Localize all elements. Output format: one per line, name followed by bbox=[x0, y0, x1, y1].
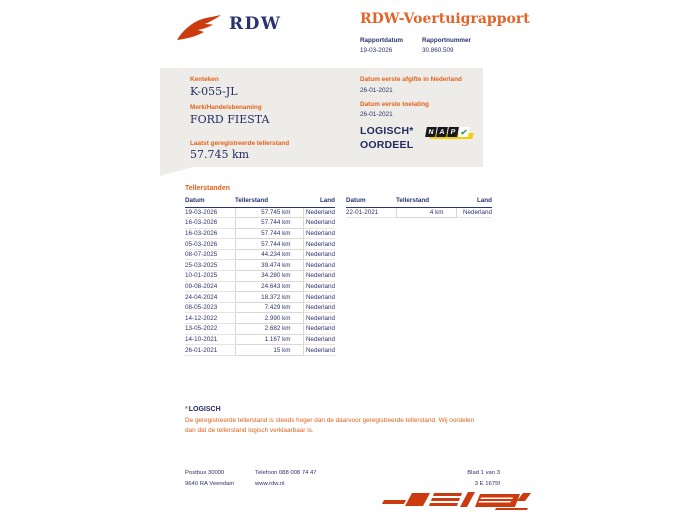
date-cell: 16-03-2026 bbox=[185, 228, 235, 239]
date-cell: 24-04-2024 bbox=[185, 292, 235, 303]
vehicle-summary-panel bbox=[160, 68, 483, 167]
odometer-cell: 57.744 km bbox=[235, 228, 303, 239]
date-cell: 16-03-2026 bbox=[185, 218, 235, 229]
vehicle-dates-column bbox=[360, 76, 472, 153]
date-cell: 08-07-2025 bbox=[185, 249, 235, 260]
odometer-cell: 44.234 km bbox=[235, 249, 303, 260]
country-cell: Nederland bbox=[303, 239, 335, 250]
country-cell: Nederland bbox=[303, 260, 335, 271]
table-row bbox=[185, 218, 335, 229]
afgifte-label: Datum eerste afgifte in Nederland bbox=[360, 76, 462, 83]
odometer-cell: 57.744 km bbox=[235, 239, 303, 250]
oordeel-line2: OORDEEL bbox=[360, 139, 414, 152]
odometer-table-right bbox=[346, 195, 492, 218]
date-cell: 13-05-2022 bbox=[185, 324, 235, 335]
rdw-logo bbox=[176, 12, 281, 42]
table-row bbox=[346, 207, 492, 218]
oordeel-line1: LOGISCH* bbox=[360, 125, 414, 138]
nap-letter-tile: A bbox=[436, 127, 448, 137]
laatste-tellerstand-value: 57.745 km bbox=[190, 148, 250, 162]
date-cell: 10-01-2025 bbox=[185, 271, 235, 282]
odometer-cell: 2.990 km bbox=[235, 313, 303, 324]
report-number-label: Rapportnummer bbox=[422, 37, 471, 44]
table-row bbox=[185, 292, 335, 303]
table-row bbox=[185, 249, 335, 260]
table-row bbox=[185, 313, 335, 324]
country-cell: Nederland bbox=[303, 334, 335, 345]
country-cell: Nederland bbox=[303, 228, 335, 239]
country-cell: Nederland bbox=[303, 218, 335, 229]
page-title: RDW-Voertuigrapport bbox=[360, 11, 530, 27]
table-row bbox=[185, 271, 335, 282]
odometer-cell: 2.682 km bbox=[235, 324, 303, 335]
odometer-cell: 24.643 km bbox=[235, 281, 303, 292]
footer-address-line2: 9640 RA Veendam bbox=[185, 481, 235, 488]
nap-letter-tile: N bbox=[425, 127, 437, 137]
date-cell: 14-10-2021 bbox=[185, 334, 235, 345]
tellerstanden-section-title: Tellerstanden bbox=[185, 185, 230, 192]
report-meta bbox=[360, 37, 530, 54]
country-cell: Nederland bbox=[303, 345, 335, 356]
report-number-value: 30.860.509 bbox=[422, 47, 454, 54]
report-header bbox=[360, 11, 530, 54]
country-cell: Nederland bbox=[303, 302, 335, 313]
footer-contact bbox=[255, 468, 317, 490]
merk-value: FORD FIESTA bbox=[190, 113, 270, 127]
oordeel-row bbox=[360, 125, 472, 152]
col-header-land: Land bbox=[456, 195, 492, 207]
rdw-swoosh-graphic bbox=[368, 489, 533, 511]
odometer-cell: 57.744 km bbox=[235, 218, 303, 229]
merk-label: Merk/Handelsbenaming bbox=[190, 104, 262, 112]
kenteken-label: Kenteken bbox=[190, 76, 219, 83]
country-cell: Nederland bbox=[303, 271, 335, 282]
country-cell: Nederland bbox=[303, 281, 335, 292]
odometer-cell: 39.474 km bbox=[235, 260, 303, 271]
date-cell: 09-08-2024 bbox=[185, 281, 235, 292]
country-cell: Nederland bbox=[456, 207, 492, 218]
footer-form-code: 3 E 1675f bbox=[474, 481, 500, 488]
nap-logo bbox=[426, 127, 470, 137]
footer-address-line1: Postbus 30000 bbox=[185, 470, 225, 476]
date-cell: 08-05-2023 bbox=[185, 302, 235, 313]
table-header-row bbox=[185, 195, 335, 207]
panel-corner-tail bbox=[160, 167, 193, 176]
footer-website: www.rdw.nl bbox=[255, 481, 285, 488]
tellerstanden-tables bbox=[185, 195, 492, 356]
odometer-cell: 18.372 km bbox=[235, 292, 303, 303]
table-row bbox=[185, 324, 335, 335]
odometer-cell: 7.429 km bbox=[235, 302, 303, 313]
nap-letter-tile: P bbox=[447, 127, 459, 137]
footer-phone: Telefoon 088 008 74 47 bbox=[255, 470, 317, 476]
nap-letter-tiles bbox=[426, 127, 459, 137]
date-cell: 26-01-2021 bbox=[185, 345, 235, 356]
toelating-label: Datum eerste toelating bbox=[360, 100, 429, 108]
table-row bbox=[185, 207, 335, 218]
table-row bbox=[185, 239, 335, 250]
toelating-value: 26-01-2021 bbox=[360, 111, 393, 119]
col-header-datum: Datum bbox=[346, 195, 396, 207]
table-row bbox=[185, 260, 335, 271]
date-cell: 05-03-2026 bbox=[185, 239, 235, 250]
country-cell: Nederland bbox=[303, 313, 335, 324]
laatste-tellerstand-label: Laatst geregistreerde tellerstand bbox=[190, 139, 290, 147]
table-row bbox=[185, 302, 335, 313]
col-header-tellerstand: Tellerstand bbox=[396, 195, 456, 207]
footer-page-number: Blad 1 van 3 bbox=[467, 470, 500, 476]
odometer-table-left bbox=[185, 195, 335, 356]
date-cell: 25-03-2025 bbox=[185, 260, 235, 271]
vehicle-identity-column bbox=[190, 76, 289, 168]
odometer-cell: 15 km bbox=[235, 345, 303, 356]
footnote-marker: * bbox=[185, 406, 188, 413]
report-date-block bbox=[360, 37, 410, 54]
country-cell: Nederland bbox=[303, 324, 335, 335]
footnote-title bbox=[185, 406, 485, 413]
odometer-cell: 4 km bbox=[396, 207, 456, 218]
footer-page-info bbox=[415, 468, 500, 490]
report-number-block bbox=[422, 37, 471, 54]
country-cell: Nederland bbox=[303, 249, 335, 260]
oordeel-text bbox=[360, 125, 414, 152]
date-cell: 19-03-2026 bbox=[185, 207, 235, 218]
logisch-footnote bbox=[185, 406, 485, 437]
table-row bbox=[185, 345, 335, 356]
col-header-tellerstand: Tellerstand bbox=[235, 195, 303, 207]
date-cell: 14-12-2022 bbox=[185, 313, 235, 324]
footer-address bbox=[185, 468, 234, 490]
footnote-title-text: LOGISCH bbox=[188, 406, 221, 413]
report-date-value: 19-03-2026 bbox=[360, 47, 393, 54]
nap-check-icon: ✔ bbox=[459, 127, 469, 137]
odometer-cell: 57.745 km bbox=[235, 207, 303, 218]
table-header-row bbox=[346, 195, 492, 207]
country-cell: Nederland bbox=[303, 292, 335, 303]
odometer-cell: 1.167 km bbox=[235, 334, 303, 345]
afgifte-value: 26-01-2021 bbox=[360, 86, 393, 94]
kenteken-value: K-055-JL bbox=[190, 84, 238, 98]
footnote-text: De geregistreerde tellerstand is steeds hoger dan de daarvoor geregistreerde tellerstand. Wij oordelen dan dat de tellerstand logisch verklaarbaar is. bbox=[185, 417, 475, 435]
table-row bbox=[185, 281, 335, 292]
odometer-cell: 34.280 km bbox=[235, 271, 303, 282]
table-row bbox=[185, 228, 335, 239]
table-row bbox=[185, 334, 335, 345]
rdw-logo-text: RDW bbox=[229, 14, 282, 34]
col-header-land: Land bbox=[303, 195, 335, 207]
date-cell: 22-01-2021 bbox=[346, 207, 396, 218]
rdw-wing-icon bbox=[176, 12, 222, 42]
col-header-datum: Datum bbox=[185, 195, 235, 207]
country-cell: Nederland bbox=[303, 207, 335, 218]
report-date-label: Rapportdatum bbox=[360, 37, 404, 44]
